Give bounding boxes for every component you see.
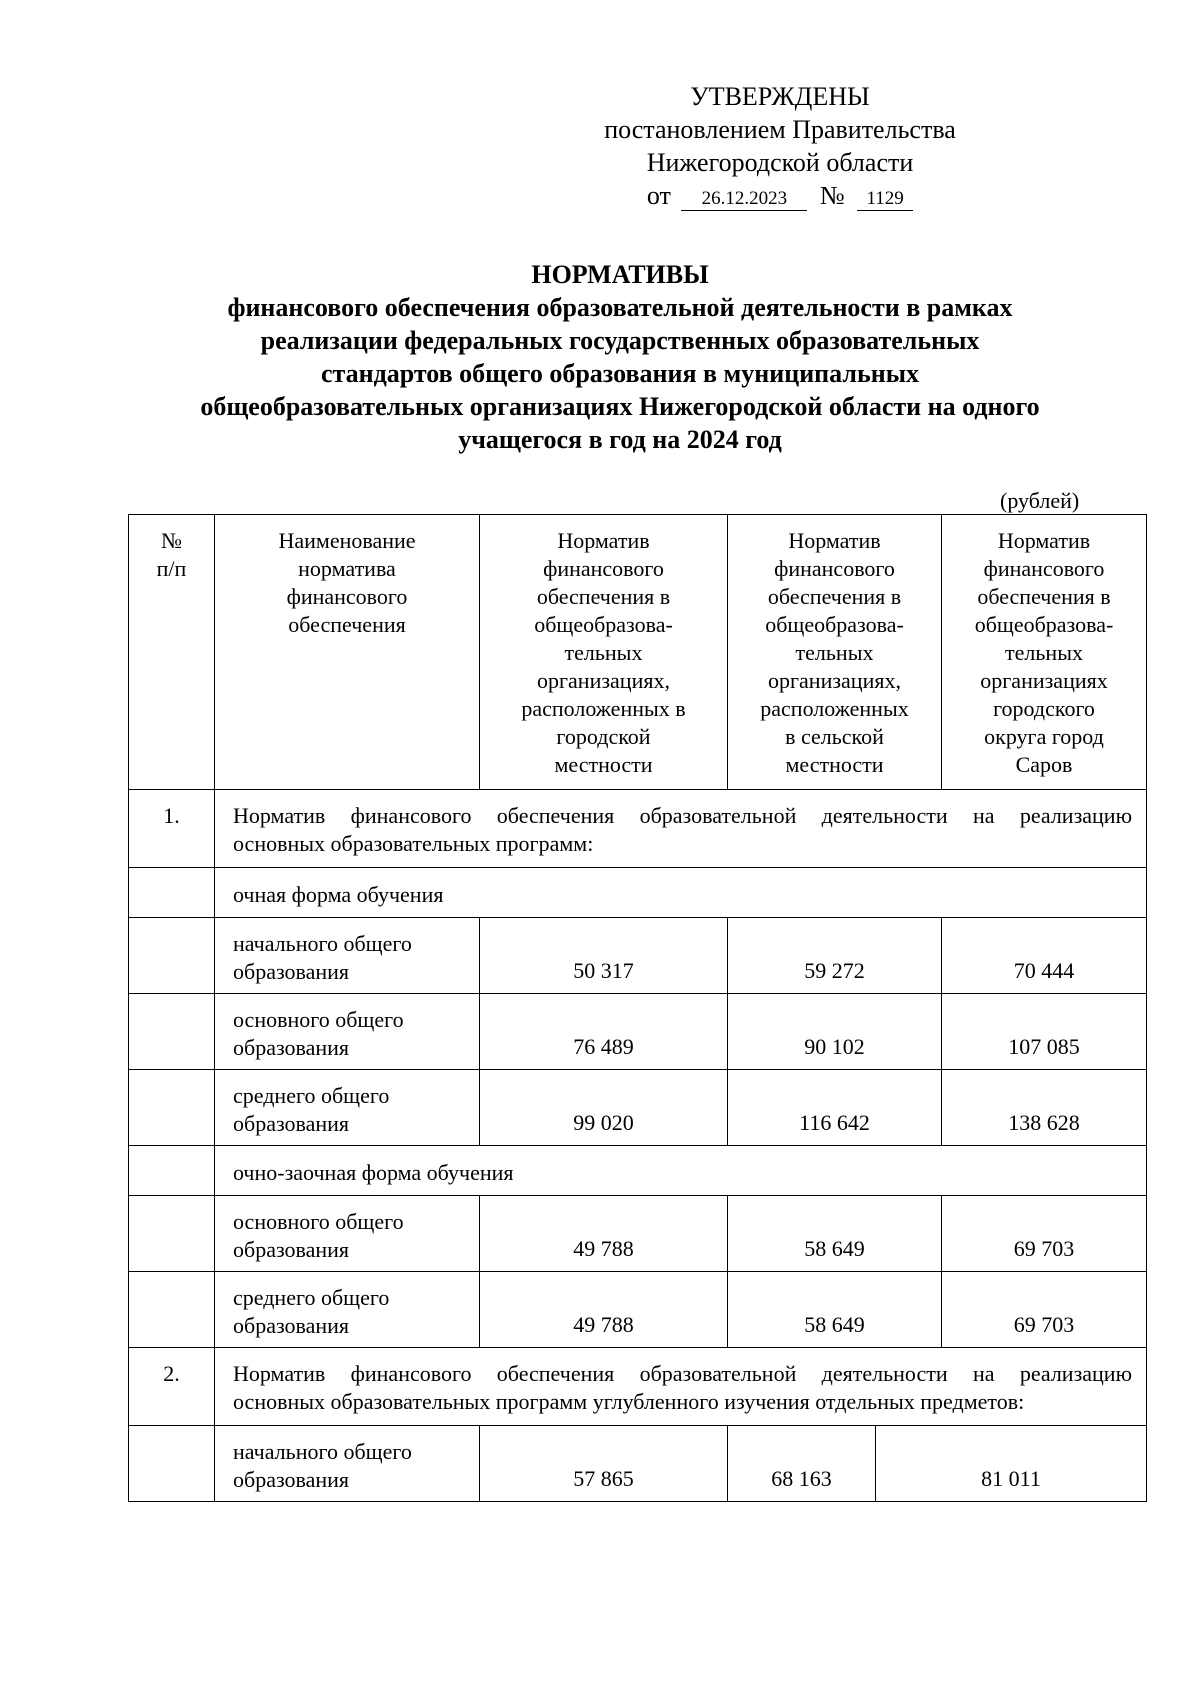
subsection-label: очно-заочная форма обучения — [215, 1146, 1147, 1196]
header-sarov — [942, 515, 1147, 790]
approval-block — [560, 80, 1000, 212]
value-sarov: 81 011 — [876, 1426, 1147, 1502]
value-urban: 49 788 — [480, 1196, 728, 1272]
header-line: округа город — [984, 724, 1104, 749]
document-title — [130, 258, 1110, 456]
header-rural — [728, 515, 942, 790]
header-line: организациях, — [537, 668, 670, 693]
header-line: Саров — [1015, 752, 1073, 777]
header-line: городской — [556, 724, 651, 749]
value-rural: 68 163 — [728, 1426, 876, 1502]
value-sarov: 69 703 — [942, 1272, 1147, 1348]
header-line: общеобразова- — [974, 612, 1114, 637]
table-row — [129, 918, 1147, 994]
section-number: 1. — [129, 790, 215, 868]
header-line: Норматив — [997, 528, 1091, 553]
value-sarov: 138 628 — [942, 1070, 1147, 1146]
value-rural: 116 642 — [728, 1070, 942, 1146]
title-line-4: общеобразовательных организациях Нижегородской области на одного — [200, 392, 1040, 421]
header-line: тельных — [795, 640, 874, 665]
header-line: организациях — [980, 668, 1108, 693]
title-line-5: учащегося в год на 2024 год — [458, 425, 782, 454]
value-rural: 59 272 — [728, 918, 942, 994]
title-line-2: реализации федеральных государственных образовательных — [260, 326, 980, 355]
table-row — [129, 1272, 1147, 1348]
header-line: Норматив — [557, 528, 650, 553]
header-urban — [480, 515, 728, 790]
section-1-row — [129, 790, 1147, 868]
subsection-label: очная форма обучения — [215, 868, 1147, 918]
header-line: обеспечения в — [767, 584, 902, 609]
approval-dateline — [560, 179, 1000, 212]
header-line: расположенных в — [521, 696, 686, 721]
header-line: финансового — [543, 556, 664, 581]
section-text-line-2: основных образовательных программ углубленного изучения отдельных предметов: — [233, 1389, 1025, 1414]
value-urban: 57 865 — [480, 1426, 728, 1502]
section-number: 2. — [129, 1348, 215, 1426]
section-text — [215, 790, 1147, 868]
normatives-table — [128, 514, 1147, 1502]
row-name: среднего общего образования — [215, 1070, 480, 1146]
approval-number: 1129 — [857, 188, 913, 211]
header-name — [215, 515, 480, 790]
approval-line-region: Нижегородской области — [646, 148, 914, 177]
value-urban: 49 788 — [480, 1272, 728, 1348]
value-sarov: 69 703 — [942, 1196, 1147, 1272]
value-rural: 90 102 — [728, 994, 942, 1070]
approval-date: 26.12.2023 — [681, 188, 807, 211]
header-line: тельных — [564, 640, 643, 665]
row-name: начального общего образования — [215, 1426, 480, 1502]
header-line: п/п — [156, 556, 187, 581]
section-text-line-2: основных образовательных программ: — [233, 831, 594, 856]
value-rural: 58 649 — [728, 1272, 942, 1348]
header-line: финансового — [774, 556, 895, 581]
header-line: местности — [785, 752, 884, 777]
header-line: финансового — [983, 556, 1105, 581]
header-row — [129, 515, 1147, 790]
header-line: финансового — [286, 584, 408, 609]
header-line: тельных — [1005, 640, 1083, 665]
value-urban: 76 489 — [480, 994, 728, 1070]
value-urban: 50 317 — [480, 918, 728, 994]
approval-line-decree: постановлением Правительства — [604, 115, 956, 144]
header-line: обеспечения — [288, 612, 406, 637]
header-number — [129, 515, 215, 790]
header-line: № — [161, 528, 182, 553]
row-name: начального общего образования — [215, 918, 480, 994]
table-row — [129, 1196, 1147, 1272]
table-row — [129, 994, 1147, 1070]
header-line: местности — [554, 752, 653, 777]
value-rural: 58 649 — [728, 1196, 942, 1272]
title-heading: НОРМАТИВЫ — [531, 260, 709, 289]
header-line: обеспечения в — [536, 584, 671, 609]
title-line-1: финансового обеспечения образовательной деятельности в рамках — [227, 293, 1013, 322]
subsection-row — [129, 1146, 1147, 1196]
section-text-line-1: Норматив финансового обеспечения образовательной деятельности на реализацию — [233, 803, 1133, 828]
title-line-3: стандартов общего образования в муниципальных — [320, 359, 920, 388]
row-name: среднего общего образования — [215, 1272, 480, 1348]
row-name: основного общего образования — [215, 1196, 480, 1272]
section-text — [215, 1348, 1147, 1426]
value-sarov: 70 444 — [942, 918, 1147, 994]
section-text-line-1: Норматив финансового обеспечения образовательной деятельности на реализацию — [233, 1361, 1133, 1386]
from-label: от — [646, 181, 671, 210]
section-2-row — [129, 1348, 1147, 1426]
header-line: организациях, — [768, 668, 901, 693]
table-row — [129, 1070, 1147, 1146]
number-label: № — [819, 181, 845, 210]
table-row — [129, 1426, 1147, 1502]
header-line: обеспечения в — [977, 584, 1111, 609]
approval-heading: УТВЕРЖДЕНЫ — [690, 82, 870, 111]
value-urban: 99 020 — [480, 1070, 728, 1146]
header-line: городского — [993, 696, 1095, 721]
header-line: расположенных — [760, 696, 909, 721]
header-line: общеобразова- — [765, 612, 904, 637]
row-name: основного общего образования — [215, 994, 480, 1070]
header-line: Наименование — [278, 528, 416, 553]
header-line: норматива — [298, 556, 396, 581]
subsection-row — [129, 868, 1147, 918]
header-line: общеобразова- — [534, 612, 673, 637]
unit-label: (рублей) — [1000, 488, 1080, 513]
value-sarov: 107 085 — [942, 994, 1147, 1070]
header-line: Норматив — [788, 528, 881, 553]
header-line: в сельской — [785, 724, 884, 749]
